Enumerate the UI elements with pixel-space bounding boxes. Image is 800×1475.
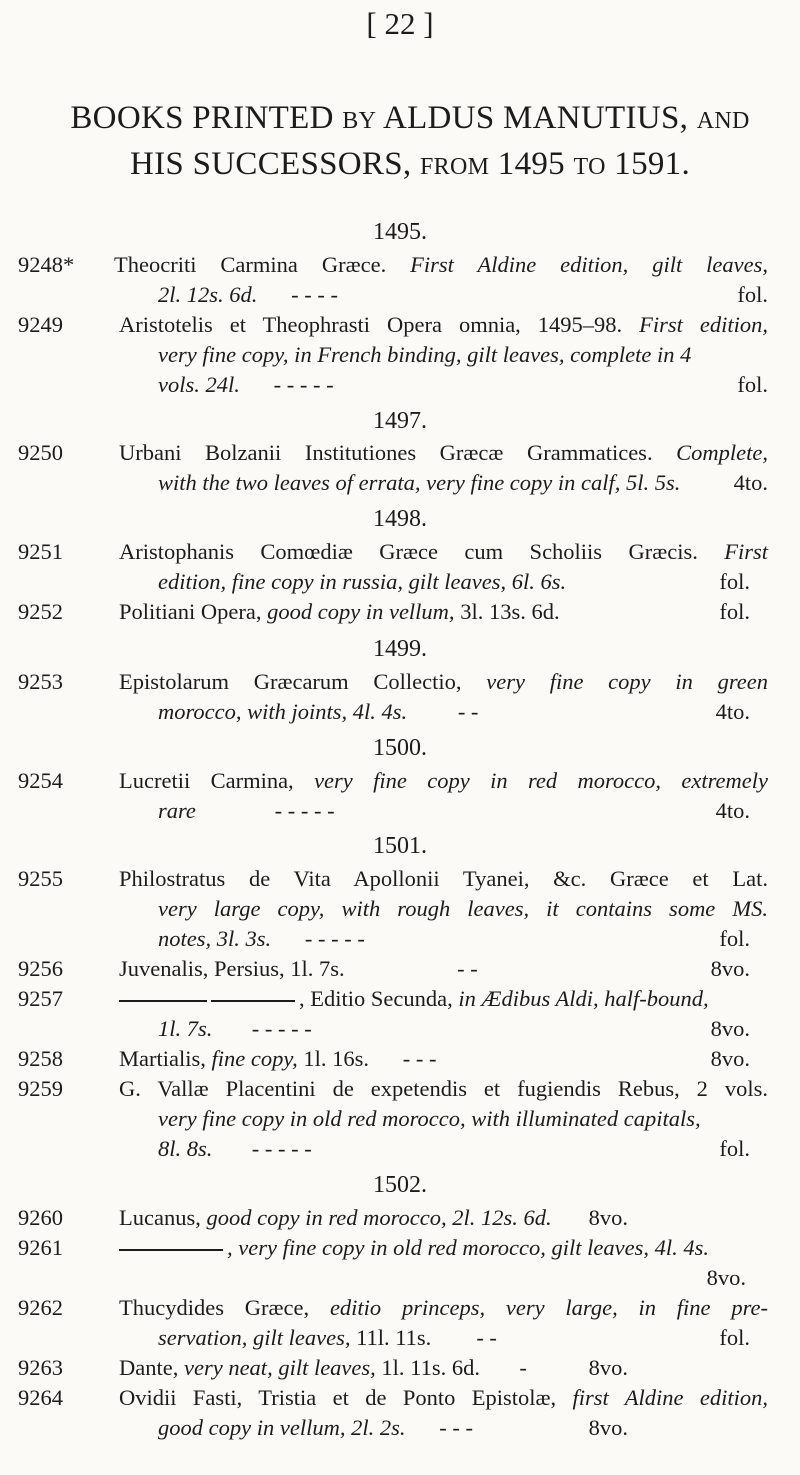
leader-dots: - - - - -: [274, 798, 335, 823]
entry-description: servation, gilt leaves,: [158, 1325, 351, 1350]
entry-description: good copy in vellum,: [267, 599, 455, 624]
catalogue-entry: [18, 1353, 768, 1383]
section-title-line-2: [60, 146, 760, 183]
entry-description: First: [724, 539, 768, 564]
entry-price: 11l. 11s.: [356, 1325, 432, 1350]
entry-description: editio princeps, very large, in fine pre-: [329, 1295, 768, 1320]
entry-number: 9252: [18, 599, 63, 624]
entry-number: 9251: [18, 539, 63, 564]
catalogue-entry: [18, 1203, 768, 1233]
entry-price: 8l. 8s.: [158, 1136, 213, 1161]
entry-format: 8vo.: [588, 1205, 628, 1230]
entry-title: Aristotelis et Theophrasti Opera omnia, 1495–98.: [119, 312, 623, 337]
entry-title: Politiani Opera,: [119, 599, 262, 624]
leader-dots: -: [519, 1355, 527, 1380]
catalogue-entry: [18, 597, 768, 627]
section-title-line-1: [60, 100, 760, 137]
entry-description: rare: [158, 798, 196, 823]
title-text: BOOKS PRINTED: [70, 100, 334, 136]
entry-number: 9258: [18, 1046, 63, 1071]
entry-price: 4l. 4s.: [654, 1235, 709, 1260]
title-text: 1591.: [614, 146, 691, 182]
year-heading: 1501.: [373, 833, 427, 859]
entry-price: 6l. 6s.: [511, 569, 567, 594]
entry-format: fol.: [719, 1325, 750, 1350]
entry-price: 2l. 2s.: [351, 1415, 406, 1440]
entry-title: Martialis,: [119, 1046, 206, 1071]
entry-price: 2l. 12s. 6d.: [158, 282, 258, 307]
leader-dots: - - -: [439, 1415, 473, 1440]
entry-description: very fine copy in green: [486, 669, 769, 694]
catalogue-entry: [18, 766, 768, 826]
entry-format: fol.: [719, 569, 750, 594]
leader-dots: - - -: [402, 1046, 437, 1071]
catalogue-entry: [18, 1293, 768, 1353]
catalogue-entry: [18, 1044, 768, 1074]
entry-description: very fine copy, in French binding, gilt leaves, complete in 4: [158, 342, 692, 367]
catalogue-entry: [18, 1233, 768, 1293]
catalogue-entry: [18, 864, 768, 954]
entry-title: Theocriti Carmina Græce.: [114, 252, 387, 277]
title-text: AND: [696, 108, 750, 134]
entry-title: G. Vallæ Placentini de expetendis et fugiendis Rebus, 2 vols.: [119, 1076, 768, 1101]
entry-number: 9257: [18, 986, 63, 1011]
entry-title: Ovidii Fasti, Tristia et de Ponto Epistolæ,: [119, 1385, 557, 1410]
entry-number: 9263: [18, 1355, 63, 1380]
leader-dots: - -: [457, 699, 479, 724]
ditto-rule: [211, 1000, 295, 1002]
entry-number: 9248*: [18, 252, 75, 277]
entry-format: fol.: [719, 1136, 750, 1161]
entry-description: First Aldine edition, gilt leaves,: [410, 252, 769, 277]
entry-format: 8vo.: [588, 1355, 628, 1380]
year-heading: 1498.: [373, 506, 427, 532]
entry-price: 1l. 11s. 6d.: [381, 1355, 480, 1380]
entry-price: 5l. 5s.: [626, 470, 681, 495]
catalogue-entry: [18, 667, 768, 727]
entry-format: 8vo.: [710, 1016, 750, 1041]
entry-format: 4to.: [715, 798, 750, 823]
leader-dots: - - - - -: [251, 1016, 312, 1041]
catalogue-entry: [18, 1383, 768, 1443]
entry-description: fine copy,: [211, 1046, 298, 1071]
entry-title: , Editio Secunda,: [299, 986, 453, 1011]
year-heading: 1497.: [373, 408, 427, 434]
title-text: FROM: [419, 154, 490, 180]
entry-description: in Ædibus Aldi, half-bound,: [458, 986, 709, 1011]
catalogue-entry: [18, 537, 768, 597]
entry-format: fol.: [737, 282, 768, 307]
entry-format: fol.: [719, 926, 750, 951]
entry-description: , very fine copy in old red morocco, gilt leaves,: [227, 1235, 649, 1260]
entry-description: good copy in vellum,: [158, 1415, 346, 1440]
entry-format: fol.: [719, 599, 750, 624]
title-text: BY: [342, 108, 377, 134]
entry-format: fol.: [737, 372, 768, 397]
entry-number: 9264: [18, 1385, 63, 1410]
entry-description: Complete,: [676, 440, 769, 465]
leader-dots: - -: [476, 1325, 497, 1350]
entry-price: 1l. 16s.: [303, 1046, 369, 1071]
entry-format: 8vo.: [588, 1415, 628, 1440]
entry-description: very fine copy in red morocco, extremely: [314, 768, 768, 793]
entry-price: 4l. 4s.: [352, 699, 408, 724]
entry-price: vols. 24l.: [158, 372, 240, 397]
entry-title: Dante,: [119, 1355, 179, 1380]
entry-number: 9261: [18, 1235, 63, 1260]
ditto-rule: [119, 1249, 223, 1251]
entry-title: Urbani Bolzanii Institutiones Græcæ Grammatices.: [119, 440, 653, 465]
leader-dots: - - - - -: [304, 926, 365, 951]
entry-title: Thucydides Græce,: [119, 1295, 310, 1320]
title-text: 1495: [497, 146, 565, 182]
entry-description: with the two leaves of errata, very fine copy in calf,: [158, 470, 621, 495]
entry-description: very large copy, with rough leaves, it contains some MS.: [158, 896, 768, 921]
entry-number: 9260: [18, 1205, 63, 1230]
entry-number: 9250: [18, 440, 63, 465]
entry-number: 9254: [18, 768, 63, 793]
catalogue-entry: [18, 438, 768, 498]
entry-description: very neat, gilt leaves,: [183, 1355, 376, 1380]
entry-price: 2l. 12s. 6d.: [452, 1205, 552, 1230]
catalogue-entry: [18, 954, 768, 984]
entry-price: 3l. 13s. 6d.: [460, 599, 560, 624]
entry-description: edition, fine copy in russia, gilt leaves,: [158, 569, 507, 594]
catalogue-entry: [18, 310, 768, 400]
entry-number: 9256: [18, 956, 63, 981]
year-heading: 1500.: [373, 735, 427, 761]
entry-title: Philostratus de Vita Apollonii Tyanei, &c. Græce et Lat.: [119, 866, 768, 891]
entry-title: Lucanus,: [119, 1205, 201, 1230]
year-heading: 1502.: [373, 1172, 427, 1198]
entry-title: Epistolarum Græcarum Collectio,: [119, 669, 462, 694]
entry-number: 9259: [18, 1076, 63, 1101]
catalogue-entry: [18, 984, 768, 1044]
ditto-rule: [119, 1000, 207, 1002]
year-heading: 1495.: [373, 219, 427, 245]
entry-description: First edition,: [639, 312, 769, 337]
entry-description: good copy in red morocco,: [206, 1205, 447, 1230]
entry-format: 8vo.: [710, 956, 750, 981]
entry-description: very fine copy in old red morocco, with illuminated capitals,: [158, 1106, 701, 1131]
entry-description: notes,: [158, 926, 212, 951]
leader-dots: - -: [457, 956, 478, 981]
entry-number: 9253: [18, 669, 63, 694]
catalogue-entry: [18, 250, 768, 310]
entry-number: 9255: [18, 866, 63, 891]
entry-price: 3l. 3s.: [216, 926, 272, 951]
entry-title: Lucretii Carmina,: [119, 768, 294, 793]
entry-format: 8vo.: [706, 1265, 746, 1290]
title-text: ALDUS MANUTIUS,: [382, 100, 689, 136]
entry-format: 4to.: [715, 699, 750, 724]
leader-dots: - - - -: [291, 282, 338, 307]
entry-title: Juvenalis, Persius, 1l. 7s.: [119, 956, 345, 981]
entry-title: Aristophanis Comœdiæ Græce cum Scholiis Græcis.: [119, 539, 698, 564]
entry-format: 4to.: [733, 470, 768, 495]
title-text: TO: [573, 154, 606, 180]
title-text: HIS SUCCESSORS,: [129, 146, 412, 182]
leader-dots: - - - - -: [273, 372, 334, 397]
entry-number: 9262: [18, 1295, 63, 1320]
year-heading: 1499.: [373, 636, 427, 662]
page-number: [ 22 ]: [366, 6, 434, 41]
entry-description: morocco, with joints,: [158, 699, 348, 724]
entry-description: first Aldine edition,: [572, 1385, 768, 1410]
entry-price: 1l. 7s.: [158, 1016, 213, 1041]
leader-dots: - - - - -: [251, 1136, 312, 1161]
catalogue-entry: [18, 1074, 768, 1164]
entry-number: 9249: [18, 312, 63, 337]
entry-format: 8vo.: [710, 1046, 750, 1071]
